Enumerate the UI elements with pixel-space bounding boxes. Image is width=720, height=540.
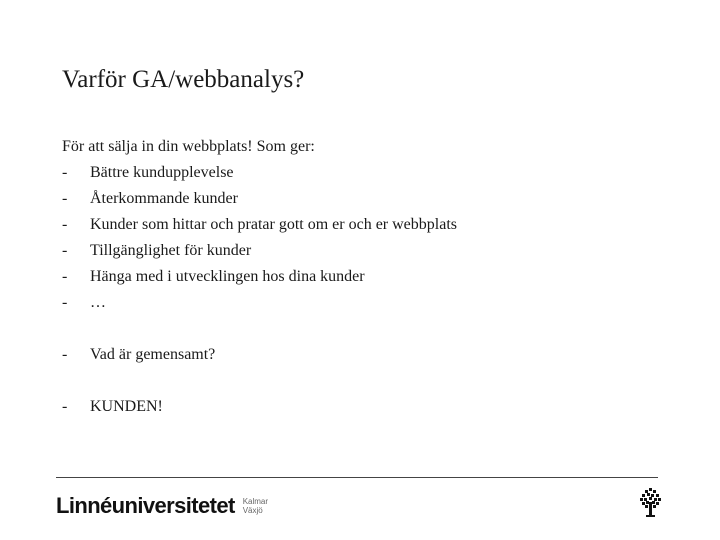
answer-item <box>62 394 662 420</box>
bullet-marker: - <box>62 294 68 311</box>
bullet-text: Kunder som hittar och pratar gott om er och er webbplats <box>90 216 457 233</box>
bullet-item <box>62 212 662 238</box>
bullet-text: Hänga med i utvecklingen hos dina kunder <box>90 268 365 285</box>
logo-wordmark: Linnéuniversitetet <box>56 493 235 518</box>
bullet-marker: - <box>62 216 68 233</box>
bullet-item <box>62 238 662 264</box>
bullet-marker: - <box>62 346 68 363</box>
bullet-text: Tillgänglighet för kunder <box>90 242 252 259</box>
footer-divider <box>56 477 658 478</box>
bullet-text: Bättre kundupplevelse <box>90 164 234 181</box>
logo-place-vaxjo: Växjö <box>242 506 263 515</box>
bullet-text: Återkommande kunder <box>90 190 238 207</box>
bullet-marker: - <box>62 398 68 415</box>
bullet-text: … <box>90 294 106 311</box>
logo-places <box>243 497 268 515</box>
bullet-item <box>62 186 662 212</box>
bullet-marker: - <box>62 190 68 207</box>
bullet-item <box>62 264 662 290</box>
intro-text: För att sälja in din webbplats! Som ger: <box>62 138 315 155</box>
logo-place-kalmar: Kalmar <box>242 497 269 506</box>
slide-content <box>62 134 662 420</box>
bullet-item <box>62 290 662 316</box>
bullet-marker: - <box>62 164 68 181</box>
question-item <box>62 342 662 368</box>
bullet-item <box>62 160 662 186</box>
bullet-marker: - <box>62 268 68 285</box>
slide-title: Varför GA/webbanalys? <box>62 66 305 93</box>
tree-icon <box>638 487 662 519</box>
question-text: Vad är gemensamt? <box>90 346 216 363</box>
university-logo <box>56 491 268 521</box>
bullet-marker: - <box>62 242 68 259</box>
answer-text: KUNDEN! <box>90 398 163 415</box>
